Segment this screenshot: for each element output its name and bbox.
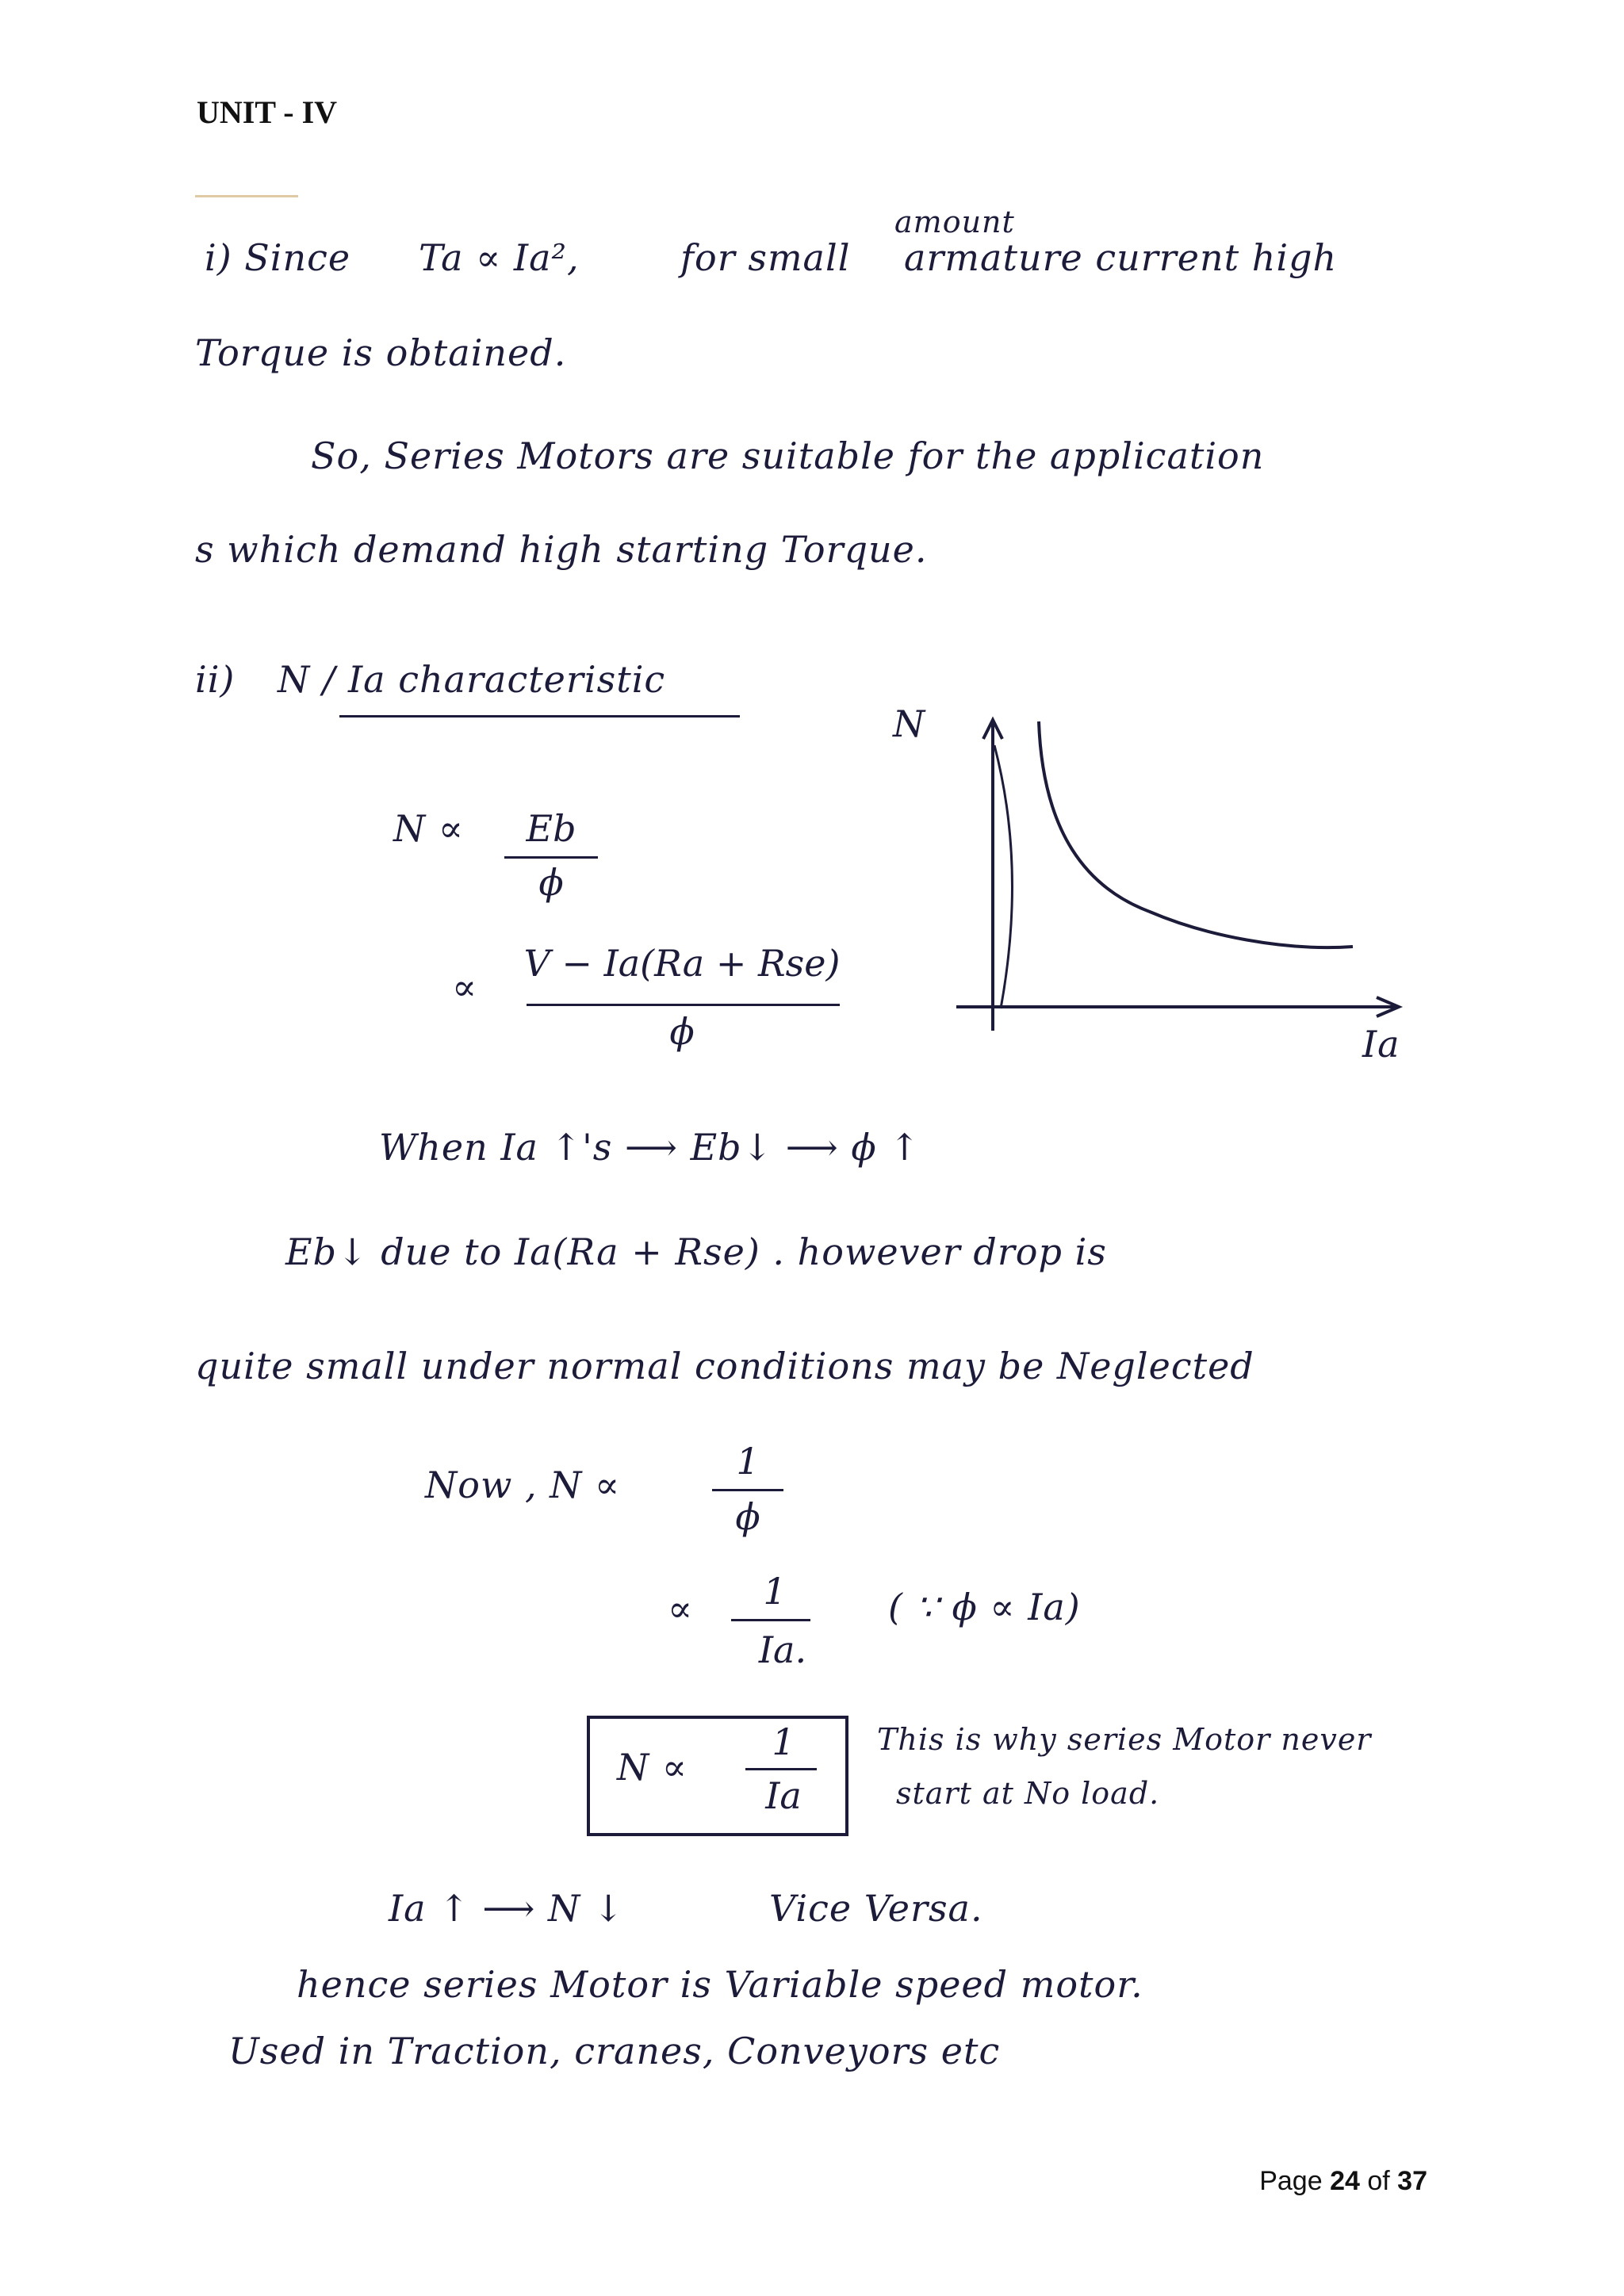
now-fraction-bar <box>712 1489 783 1491</box>
graph-x-label: Ia <box>1362 1023 1400 1066</box>
used-line: Used in Traction, cranes, Conveyors etc <box>228 2030 1001 2072</box>
quite-small-line: quite small under normal conditions may be Neglected <box>195 1345 1254 1387</box>
box-denominator: Ia <box>765 1774 802 1817</box>
graph-y-label: N <box>893 702 926 745</box>
speed-current-graph <box>912 698 1435 1094</box>
vice-lhs: Ia ↑ ⟶ N ↓ <box>389 1887 625 1930</box>
eq1-fraction-bar <box>504 856 598 859</box>
why-line-2: start at No load. <box>896 1776 1160 1811</box>
box-lhs: N ∝ <box>617 1746 688 1789</box>
line4: s which demand high starting Torque. <box>195 528 928 571</box>
hence-line: hence series Motor is Variable speed motor. <box>297 1963 1143 2006</box>
prop-denominator: Ia. <box>758 1628 807 1671</box>
prop-lhs: ∝ <box>668 1587 694 1630</box>
line1-rest: for small <box>680 236 851 279</box>
eq2-denominator: ϕ <box>669 1010 695 1053</box>
eq2-lhs: ∝ <box>452 966 478 1008</box>
box-numerator: 1 <box>772 1720 795 1763</box>
because-note: ( ∵ ϕ ∝ Ia) <box>888 1586 1081 1628</box>
footer-total-pages: 37 <box>1397 2166 1427 2196</box>
start-curve <box>994 745 1012 1008</box>
amount-insertion: amount <box>894 205 1015 239</box>
line1-equation: Ta ∝ Ia², <box>419 236 580 279</box>
eb-line: Eb↓ due to Ia(Ra + Rse) . however drop is <box>285 1230 1107 1273</box>
divider-mark <box>195 195 298 197</box>
line1-end: armature current high <box>904 236 1338 279</box>
eq1-denominator: ϕ <box>538 861 564 904</box>
now-denominator: ϕ <box>735 1495 760 1538</box>
page-footer <box>1259 2166 1427 2197</box>
why-line-1: This is why series Motor never <box>877 1722 1372 1757</box>
line1-prefix: i) Since <box>205 236 351 279</box>
eq2-fraction-bar <box>527 1004 840 1006</box>
line2: Torque is obtained. <box>195 331 567 374</box>
footer-page-number: 24 <box>1330 2166 1360 2196</box>
eq1-numerator: Eb <box>526 807 576 850</box>
vice-rhs: Vice Versa. <box>769 1887 983 1930</box>
section-number: ii) <box>195 658 236 701</box>
footer-page-word: Page <box>1259 2166 1323 2196</box>
when-line: When Ia ↑'s ⟶ Eb↓ ⟶ ϕ ↑ <box>379 1126 921 1169</box>
eq1-lhs: N ∝ <box>393 807 465 850</box>
speed-curve <box>1039 721 1353 947</box>
prop-numerator: 1 <box>763 1570 787 1613</box>
prop-fraction-bar <box>731 1619 810 1621</box>
line3: So, Series Motors are suitable for the application <box>311 434 1265 477</box>
box-fraction-bar <box>745 1768 817 1770</box>
now-lhs: Now , N ∝ <box>425 1464 621 1506</box>
eq2-numerator: V − Ia(Ra + Rse) <box>523 942 841 985</box>
footer-of-word: of <box>1367 2166 1390 2196</box>
unit-header: UNIT - IV <box>197 94 338 130</box>
section-title: N / Ia characteristic <box>278 658 666 701</box>
now-numerator: 1 <box>736 1440 760 1483</box>
section-title-underline <box>339 715 740 718</box>
